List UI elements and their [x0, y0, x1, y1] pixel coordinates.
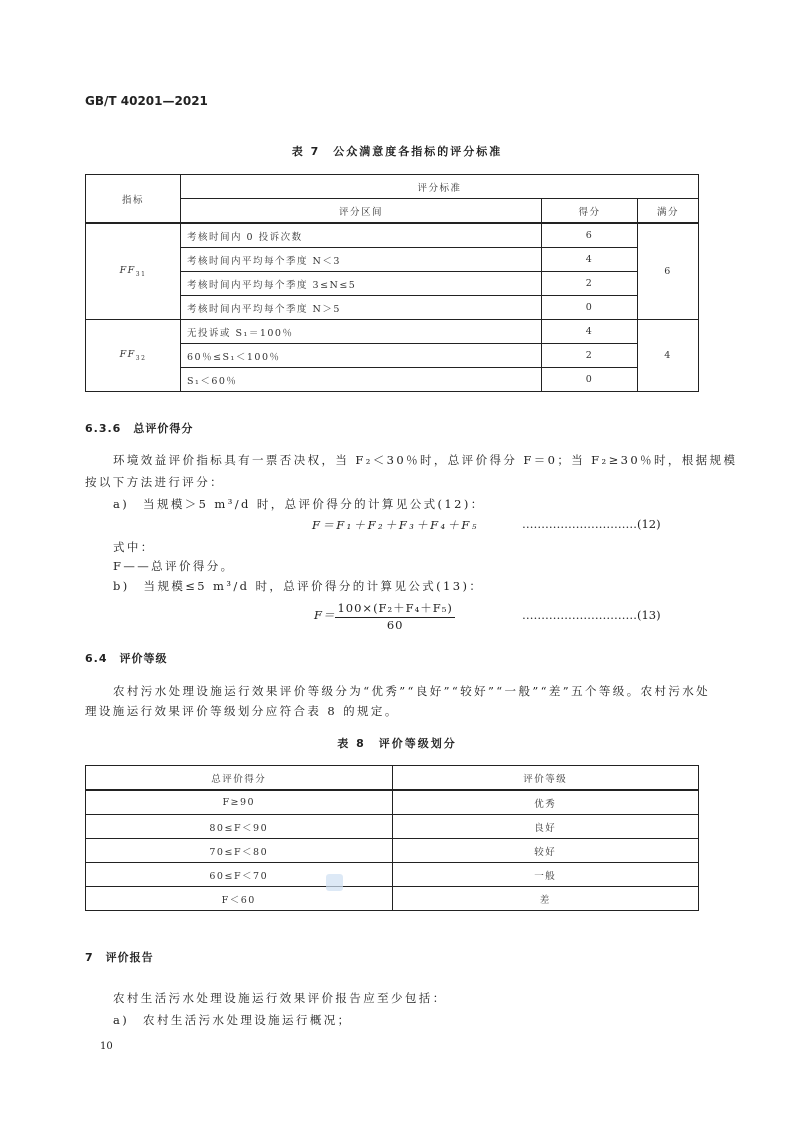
section-6-3-6-heading: 6.3.6 总评价得分	[85, 422, 194, 435]
col-total-score: 总评价得分	[86, 766, 393, 791]
range-cell: 考核时间内 0 投诉次数	[181, 223, 542, 248]
grade-cell: 一般	[392, 863, 698, 887]
formula-13-number: …………………………(13)	[522, 608, 661, 622]
formula-13: F＝ $\frac{\text{100×(F₂＋F₄＋F₅)}}{60}$	[314, 601, 453, 632]
col-score: 得分	[542, 199, 638, 224]
score-cell: 60≤F＜70	[86, 863, 393, 887]
indicator-ff31: $FF_{31}$	[86, 223, 181, 320]
score-cell: 6	[542, 223, 638, 248]
col-indicator: 指标	[86, 175, 181, 224]
range-cell: 无投诉或 S₁＝100％	[181, 320, 542, 344]
list-item-a: a) 农村生活污水处理设施运行概况；	[113, 1013, 352, 1027]
indicator-ff32: $FF_{32}$	[86, 320, 181, 392]
col-grade: 评价等级	[392, 766, 698, 791]
table7-title: 表 7 公众满意度各指标的评分标准	[291, 145, 503, 158]
paragraph: 按以下方法进行评分：	[85, 475, 224, 489]
grade-cell: 差	[392, 887, 698, 911]
paragraph: 农村生活污水处理设施运行效果评价报告应至少包括：	[113, 991, 447, 1005]
grade-cell: 优秀	[392, 790, 698, 815]
list-item-a: a) 当规模＞5 m³/d 时，总评价得分的计算见公式(12)：	[113, 497, 485, 511]
score-cell: 4	[542, 248, 638, 272]
full-score-cell: 6	[638, 223, 699, 320]
document-header: GB/T 40201—2021	[85, 94, 208, 108]
range-cell: 考核时间内平均每个季度 N＞5	[181, 296, 542, 320]
range-cell: 考核时间内平均每个季度 3≤N≤5	[181, 272, 542, 296]
score-cell: 0	[542, 296, 638, 320]
col-criteria: 评分标准	[181, 175, 699, 199]
score-cell: 80≤F＜90	[86, 815, 393, 839]
definition: F——总评价得分。	[113, 559, 235, 573]
table7	[85, 174, 699, 392]
range-cell: 考核时间内平均每个季度 N＜3	[181, 248, 542, 272]
where-label: 式中：	[113, 540, 155, 554]
table8-title: 表 8 评价等级划分	[337, 737, 457, 750]
range-cell: S₁＜60％	[181, 368, 542, 392]
list-item-b: b) 当规模≤5 m³/d 时，总评价得分的计算见公式(13)：	[113, 579, 484, 593]
paragraph: 农村污水处理设施运行效果评价等级分为“优秀”“良好”“较好”“一般”“差”五个等级。农村污水处	[113, 684, 711, 698]
score-cell: 2	[542, 272, 638, 296]
score-cell: 4	[542, 320, 638, 344]
grade-cell: 良好	[392, 815, 698, 839]
formula-12: F＝F₁＋F₂＋F₃＋F₄＋F₅	[312, 518, 479, 532]
section-6-4-heading: 6.4 评价等级	[85, 652, 168, 665]
col-range: 评分区间	[181, 199, 542, 224]
formula-12-number: …………………………(12)	[522, 517, 661, 531]
table8	[85, 765, 699, 911]
grade-cell: 较好	[392, 839, 698, 863]
score-cell: 2	[542, 344, 638, 368]
col-full: 满分	[638, 199, 699, 224]
score-cell: F≥90	[86, 790, 393, 815]
full-score-cell: 4	[638, 320, 699, 392]
range-cell: 60％≤S₁＜100％	[181, 344, 542, 368]
page-number: 10	[100, 1041, 113, 1052]
paragraph: 环境效益评价指标具有一票否决权，当 F₂＜30％时，总评价得分 F＝0；当 F₂≥30％时，根据规模	[113, 453, 738, 467]
score-cell: 0	[542, 368, 638, 392]
paragraph: 理设施运行效果评价等级划分应符合表 8 的规定。	[85, 704, 399, 718]
watermark-icon	[326, 874, 343, 891]
score-cell: 70≤F＜80	[86, 839, 393, 863]
score-cell: F＜60	[86, 887, 393, 911]
section-7-heading: 7 评价报告	[85, 951, 154, 964]
